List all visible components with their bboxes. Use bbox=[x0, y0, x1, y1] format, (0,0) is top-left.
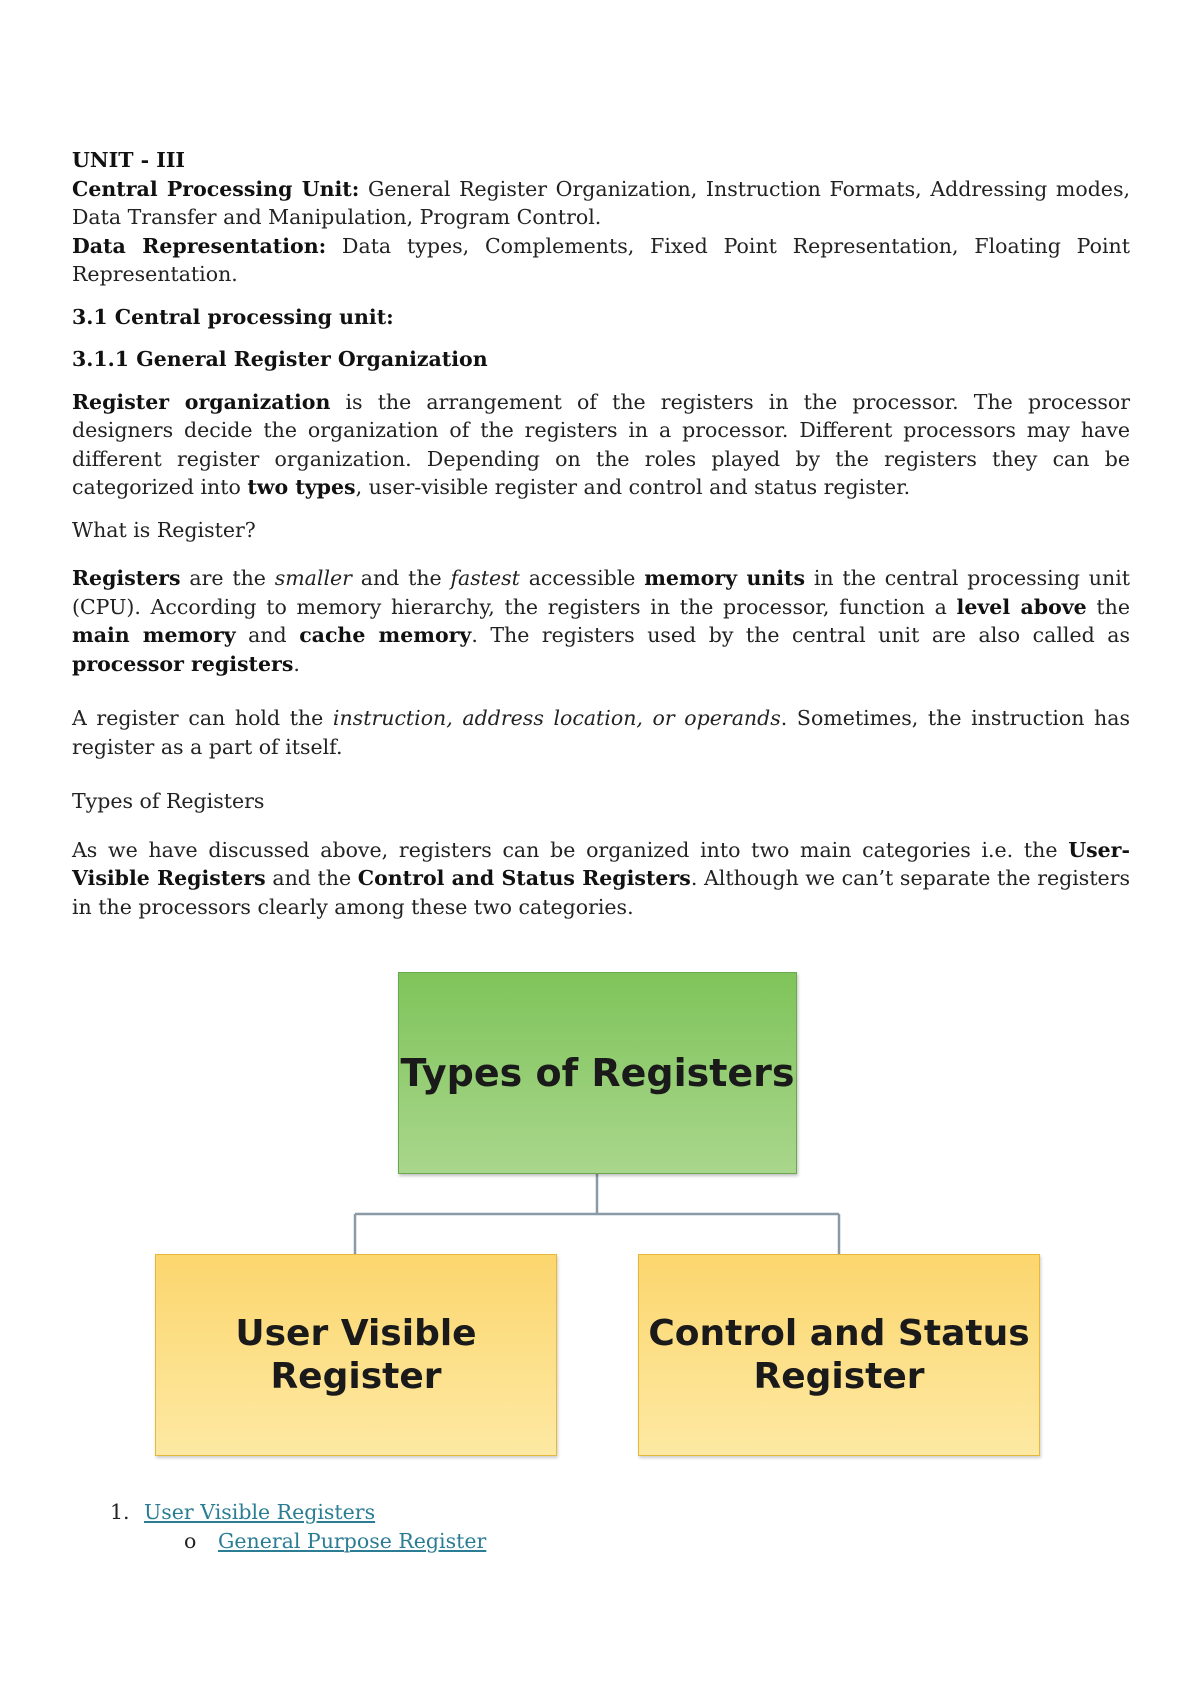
unit-title: UNIT - III bbox=[72, 148, 186, 172]
list-subitem bbox=[110, 1527, 810, 1556]
subsection-heading: 3.1.1 General Register Organization bbox=[72, 347, 488, 371]
registers-definition-paragraph: Registers are the smaller and the fastest accessible memory units in the central processing unit (CPU). According to memory hierarchy, the registers in the processor, function a level above the main memory and cache memory. The registers used by the central unit are also called as processor registers. bbox=[72, 566, 1131, 676]
types-of-registers-heading: Types of Registers bbox=[72, 789, 265, 813]
list-sub-marker: o bbox=[184, 1528, 197, 1553]
diagram-control-status-box bbox=[638, 1254, 1040, 1456]
register-organization-paragraph: Register organization is the arrangement of the registers in the processor. The processor designers decide the organization of the registers in a processor. Different processors may have different register organization. Depending on the roles played by the registers they can be categorized into two types, user-visible register and control and status register. bbox=[72, 389, 1131, 499]
list-marker: 1. bbox=[110, 1500, 130, 1524]
document-body bbox=[72, 146, 1130, 921]
diagram-root-box bbox=[398, 972, 797, 1174]
diagram-right-line2: Register bbox=[753, 1356, 925, 1397]
user-visible-registers-link[interactable]: User Visible Registers bbox=[144, 1500, 376, 1524]
diagram-root-label: Types of Registers bbox=[400, 1051, 795, 1095]
diagram-right-line1: Control and Status bbox=[648, 1313, 1030, 1354]
unit-data-rep-topics: Data Representation: Data types, Complements, Fixed Point Representation, Floating Point Representation. bbox=[72, 233, 1130, 286]
list-item bbox=[110, 1498, 810, 1527]
general-purpose-register-link[interactable]: General Purpose Register bbox=[218, 1528, 487, 1553]
diagram-left-line2: Register bbox=[270, 1356, 442, 1397]
diagram-user-visible-box bbox=[155, 1254, 557, 1456]
section-heading: 3.1 Central processing unit: bbox=[72, 304, 394, 329]
what-is-register-heading: What is Register? bbox=[72, 517, 256, 542]
register-categories-paragraph: As we have discussed above, registers can be organized into two main categories i.e. the User-Visible Registers and the Control and Status Registers. Although we can’t separate the registers in the processors clearly among these two categories. bbox=[72, 837, 1131, 919]
diagram-connectors bbox=[355, 1174, 839, 1254]
register-types-list bbox=[110, 1498, 810, 1555]
unit-cpu-topics: Central Processing Unit: General Register Organization, Instruction Formats, Addressing modes, Data Transfer and Manipulation, Program Control. bbox=[72, 176, 1130, 229]
register-contents-paragraph: A register can hold the instruction, address location, or operands. Sometimes, the instruction has register as a part of itself. bbox=[72, 706, 1130, 759]
diagram-left-line1: User Visible bbox=[235, 1313, 477, 1354]
